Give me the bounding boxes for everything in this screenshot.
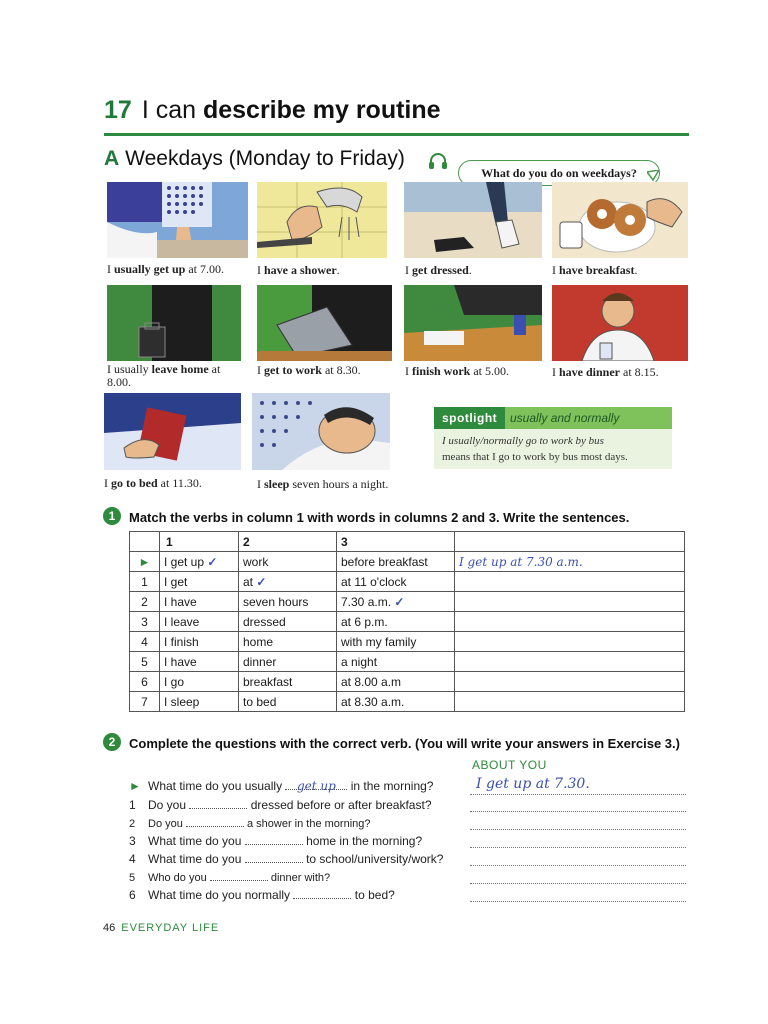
table-row: 1 I get at ✓ at 11 o'clock xyxy=(130,572,685,592)
answer-line[interactable] xyxy=(470,900,686,902)
question-1: 1 Do you dressed before or after breakfast? xyxy=(129,798,432,812)
answer-line[interactable] xyxy=(470,828,686,830)
caption-get-to-work: I get to work at 8.30. xyxy=(257,363,361,377)
table-header-cell xyxy=(455,532,685,552)
title-bold: describe my routine xyxy=(202,96,441,124)
tick-icon: ✓ xyxy=(394,594,405,609)
answer-line[interactable] xyxy=(470,846,686,848)
exercise-2-instruction: Complete the questions with the correct verb. (You will write your answers in Exercise 3.) xyxy=(129,736,680,751)
question-4: 4 What time do you to school/university/work? xyxy=(129,852,444,866)
table-header-cell: 3 xyxy=(337,532,455,552)
table-header-cell xyxy=(130,532,160,552)
about-you-label: ABOUT YOU xyxy=(472,758,547,772)
picture-finish-work xyxy=(404,285,542,361)
spotlight-title: usually and normally xyxy=(510,411,620,425)
matching-table xyxy=(129,531,685,712)
question-5: 5 Who do you dinner with? xyxy=(129,872,331,884)
answer-cell[interactable]: I get up at 7.30 a.m. xyxy=(455,552,685,572)
table-row: 4 I finish home with my family xyxy=(130,632,685,652)
headphones-icon[interactable] xyxy=(428,152,448,170)
spotlight-header xyxy=(434,407,672,429)
spotlight-tag: spotlight xyxy=(434,407,505,429)
caption-finish-work: I finish work at 5.00. xyxy=(405,364,510,378)
answer-line[interactable] xyxy=(470,882,686,884)
table-row: ► I get up ✓ work before breakfast I get up at 7.30 a.m. xyxy=(130,552,685,572)
caption-go-to-bed: I go to bed at 11.30. xyxy=(104,476,202,490)
title-plain: I can xyxy=(141,96,197,124)
answer-line[interactable] xyxy=(470,793,686,795)
answer-line[interactable] xyxy=(470,864,686,866)
caption-shower: I have a shower. xyxy=(257,263,340,277)
picture-go-to-bed xyxy=(104,393,241,470)
caption-sleep: I sleep seven hours a night. xyxy=(257,477,389,491)
page-number: 46 xyxy=(103,922,116,934)
picture-breakfast xyxy=(552,182,688,258)
table-row: 6 I go breakfast at 8.00 a.m xyxy=(130,672,685,692)
section-a-heading xyxy=(104,147,405,171)
picture-leave-home xyxy=(107,285,241,361)
picture-dressed xyxy=(404,182,542,258)
table-header-cell: 2 xyxy=(239,532,337,552)
question-3: 3 What time do you home in the morning? xyxy=(129,834,423,848)
picture-shower xyxy=(257,182,387,258)
table-row: 3 I leave dressed at 6 p.m. xyxy=(130,612,685,632)
fill-blank[interactable] xyxy=(245,852,303,863)
answer-cell[interactable] xyxy=(455,652,685,672)
fill-blank[interactable] xyxy=(293,888,351,899)
picture-get-to-work xyxy=(257,285,392,361)
exercise-2-number: 2 xyxy=(103,733,121,751)
caption-breakfast: I have breakfast. xyxy=(552,263,638,277)
fill-blank[interactable] xyxy=(186,816,244,827)
caption-leave-home: I usually leave home at 8.00. xyxy=(107,362,221,389)
table-row: 2 I have seven hours 7.30 a.m. ✓ xyxy=(130,592,685,612)
title-rule xyxy=(104,133,689,136)
unit-title xyxy=(104,96,441,125)
footer-section: EVERYDAY LIFE xyxy=(121,922,220,934)
answer-cell[interactable] xyxy=(455,692,685,712)
about-you-answer[interactable]: I get up at 7.30. xyxy=(476,776,590,792)
table-header-row xyxy=(130,532,685,552)
table-header-cell: 1 xyxy=(160,532,239,552)
exercise-1-number: 1 xyxy=(103,507,121,525)
exercise-1-instruction: Match the verbs in column 1 with words in columns 2 and 3. Write the sentences. xyxy=(129,510,630,525)
spotlight-example: I usually/normally go to work by bus xyxy=(442,435,604,447)
picture-sleep xyxy=(252,393,390,470)
question-2: 2 Do you a shower in the morning? xyxy=(129,818,371,830)
picture-get-up xyxy=(107,182,248,258)
caption-dressed: I get dressed. xyxy=(405,263,472,277)
section-letter: A xyxy=(104,147,120,170)
table-row: 5 I have dinner a night xyxy=(130,652,685,672)
answer-cell[interactable] xyxy=(455,632,685,652)
picture-dinner xyxy=(552,285,688,361)
fill-blank[interactable]: get up xyxy=(285,779,347,790)
table-row: 7 I sleep to bed at 8.30 a.m. xyxy=(130,692,685,712)
answer-cell[interactable] xyxy=(455,592,685,612)
section-title: Weekdays (Monday to Friday) xyxy=(125,147,405,170)
answer-cell[interactable] xyxy=(455,612,685,632)
caption-get-up: I usually get up at 7.00. xyxy=(107,262,225,276)
tick-icon: ✓ xyxy=(207,554,218,569)
fill-blank[interactable] xyxy=(210,870,268,881)
unit-number: 17 xyxy=(104,96,132,124)
caption-dinner: I have dinner at 8.15. xyxy=(552,365,659,379)
answer-cell[interactable] xyxy=(455,572,685,592)
spotlight-body xyxy=(434,429,672,469)
question-example: ► What time do you usually get up in the morning? xyxy=(129,779,434,793)
spotlight-meaning: means that I go to work by bus most days. xyxy=(442,451,628,463)
question-6: 6 What time do you normally to bed? xyxy=(129,888,395,902)
fill-blank[interactable] xyxy=(189,798,247,809)
fill-blank[interactable] xyxy=(245,834,303,845)
answer-cell[interactable] xyxy=(455,672,685,692)
answer-line[interactable] xyxy=(470,810,686,812)
page-footer xyxy=(103,922,219,934)
speech-bubble: What do you do on weekdays? xyxy=(458,160,660,186)
tick-icon: ✓ xyxy=(256,574,267,589)
